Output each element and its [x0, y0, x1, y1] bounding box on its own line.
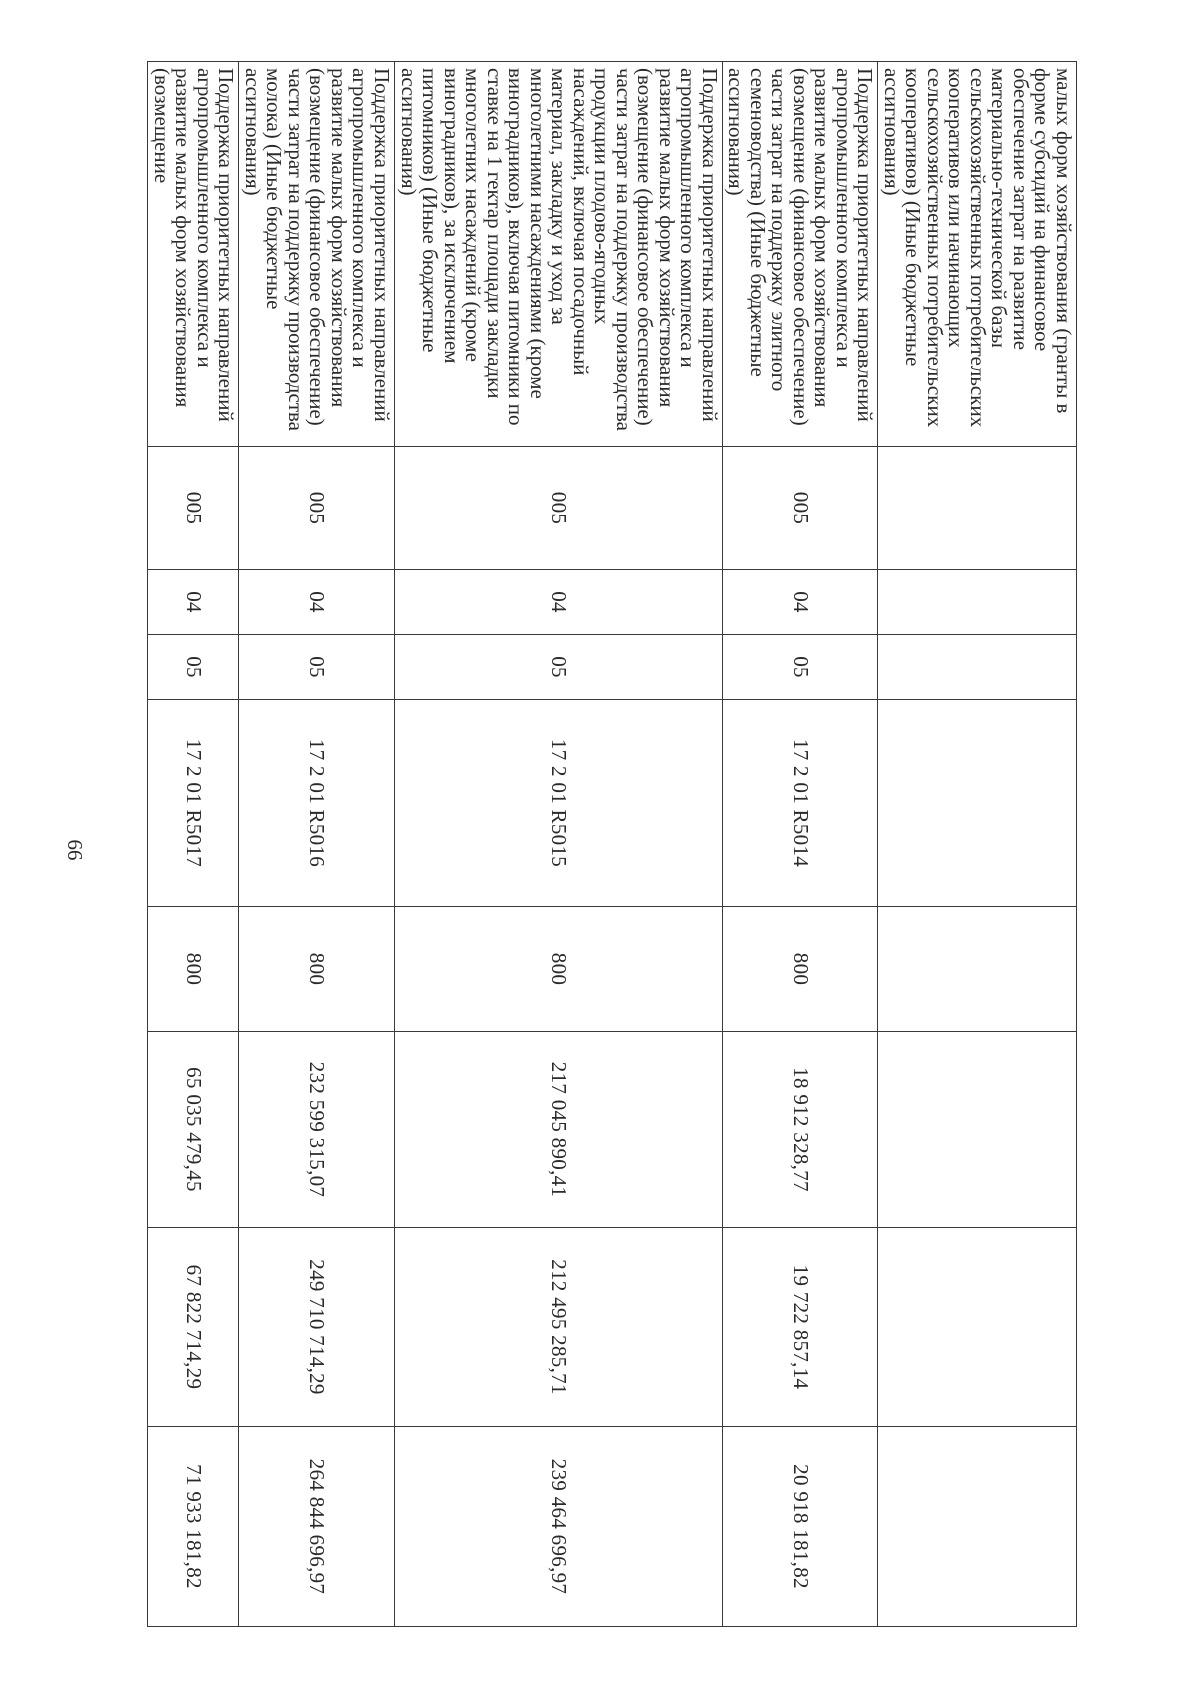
section-code: 04: [239, 570, 395, 635]
subsection-code: 05: [395, 635, 723, 700]
expense-type: [878, 907, 1077, 1032]
table-row: [239, 62, 395, 1627]
amount-2: 67 822 714,29: [148, 1228, 239, 1427]
ministry-code: 005: [148, 447, 239, 570]
amount-2: [878, 1228, 1077, 1427]
subsection-code: [878, 635, 1077, 700]
table-row: [148, 62, 239, 1627]
target-article: 17 2 01 R5014: [723, 700, 879, 907]
amount-1: 18 912 328,77: [723, 1032, 879, 1228]
ministry-code: 005: [395, 447, 723, 570]
amount-1: 217 045 890,41: [395, 1032, 723, 1228]
section-code: 04: [723, 570, 879, 635]
row-description: Поддержка приоритетных направлений агропромышленного комплекса и развитие малых форм хозяйствования (возмещение (финансовое обеспечение) части затрат на поддержку производства молока) (Иные бюджетные ассигнования): [239, 62, 395, 447]
target-article: [878, 700, 1077, 907]
target-article: 17 2 01 R5015: [395, 700, 723, 907]
amount-3: 20 918 181,82: [723, 1427, 879, 1627]
amount-2: 19 722 857,14: [723, 1228, 879, 1427]
subsection-code: 05: [148, 635, 239, 700]
ministry-code: 005: [239, 447, 395, 570]
table-row: [878, 62, 1077, 1627]
table-row: [723, 62, 879, 1627]
page-number: 66: [63, 839, 87, 861]
target-article: 17 2 01 R5016: [239, 700, 395, 907]
row-description: Поддержка приоритетных направлений агропромышленного комплекса и развитие малых форм хозяйствования (возмещение: [148, 62, 239, 447]
amount-2: 212 495 285,71: [395, 1228, 723, 1427]
amount-3: 264 844 696,97: [239, 1427, 395, 1627]
amount-3: 71 933 181,82: [148, 1427, 239, 1627]
row-description: Поддержка приоритетных направлений агропромышленного комплекса и развитие малых форм хозяйствования (возмещение (финансовое обеспечение) части затрат на поддержку производства продукции плодово-ягодных насаждений, включая посадочный материал, закладку и уход за многолетними насаждениями (кроме виноградников), включая питомники по ставке на 1 гектар площади закладки многолетних насаждений (кроме виноградников), за исключением питомников) (Иные бюджетные ассигнования): [395, 62, 723, 447]
section-code: 04: [148, 570, 239, 635]
section-code: 04: [395, 570, 723, 635]
subsection-code: 05: [239, 635, 395, 700]
amount-1: 65 035 479,45: [148, 1032, 239, 1228]
row-description: Поддержка приоритетных направлений агропромышленного комплекса и развитие малых форм хозяйствования (возмещение (финансовое обеспечение) части затрат на поддержку элитного семеноводства) (Иные бюджетные ассигнования): [723, 62, 879, 447]
section-code: [878, 570, 1077, 635]
expense-type: 800: [723, 907, 879, 1032]
ministry-code: [878, 447, 1077, 570]
amount-3: [878, 1427, 1077, 1627]
table-row: [395, 62, 723, 1627]
budget-table-rotated: [126, 61, 1077, 1626]
amount-1: [878, 1032, 1077, 1228]
expense-type: 800: [148, 907, 239, 1032]
expense-type: 800: [395, 907, 723, 1032]
budget-table: [148, 61, 1078, 1627]
expense-type: 800: [239, 907, 395, 1032]
row-description: малых форм хозяйствования (гранты в форме субсидий на финансовое обеспечение затрат на развитие материально-технической базы сельскохозяйственных потребительских кооперативов или начинающих сельскохозяйственных потребительских кооперативов) (Иные бюджетные ассигнования): [878, 62, 1077, 447]
amount-3: 239 464 696,97: [395, 1427, 723, 1627]
subsection-code: 05: [723, 635, 879, 700]
ministry-code: 005: [723, 447, 879, 570]
amount-1: 232 599 315,07: [239, 1032, 395, 1228]
target-article: 17 2 01 R5017: [148, 700, 239, 907]
amount-2: 249 710 714,29: [239, 1228, 395, 1427]
